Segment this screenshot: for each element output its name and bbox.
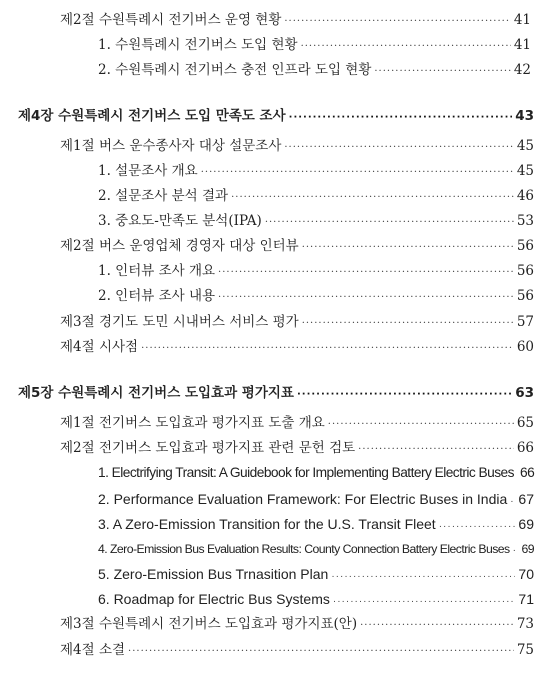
- toc-entry-title: 제5장 수원특례시 전기버스 도입효과 평가지표: [18, 385, 294, 401]
- toc-leader-dots: [439, 516, 516, 538]
- toc-entry-chapter[interactable]: [18, 105, 534, 127]
- toc-entry-title: 제4절 소결: [60, 642, 126, 658]
- toc-page-number: 43: [515, 108, 534, 124]
- toc-entry-section[interactable]: [60, 437, 534, 459]
- toc-entry-title: 1. 인터뷰 조사 개요: [98, 263, 216, 279]
- toc-page-number: 56: [516, 238, 534, 254]
- toc-leader-dots: [265, 212, 514, 234]
- toc-leader-dots: [360, 615, 514, 637]
- toc-page-number: 65: [516, 415, 534, 431]
- toc-entry-section[interactable]: [60, 9, 531, 31]
- toc-entry-title: 2. Performance Evaluation Framework: For Electric Buses in India: [98, 491, 508, 507]
- toc-leader-dots: [201, 162, 514, 184]
- toc-page-number: 46: [516, 188, 534, 204]
- toc-leader-dots: [284, 11, 510, 33]
- toc-entry-title: 2. 수원특례시 전기버스 충전 인프라 도입 현황: [98, 62, 372, 78]
- toc-entry-title: 1. 수원특례시 전기버스 도입 현황: [98, 37, 298, 53]
- toc-entry-section[interactable]: [60, 412, 534, 434]
- toc-entry-title: 5. Zero-Emission Bus Trnasition Plan: [98, 566, 329, 582]
- toc-entry-title: 2. 인터뷰 조사 내용: [98, 288, 216, 304]
- toc-entry-subsection[interactable]: [98, 462, 534, 484]
- toc-entry-section[interactable]: [60, 639, 534, 661]
- toc-leader-dots: [289, 107, 513, 129]
- toc-leader-dots: [328, 414, 514, 436]
- toc-leader-dots: [374, 61, 510, 83]
- toc-leader-dots: [358, 439, 514, 461]
- toc-entry-subsection[interactable]: [98, 34, 531, 56]
- toc-leader-dots: [302, 313, 514, 335]
- toc-entry-subsection[interactable]: [98, 160, 534, 182]
- toc-page-number: 73: [516, 616, 534, 632]
- toc-leader-dots: [218, 287, 514, 309]
- toc-leader-dots: [141, 338, 514, 360]
- toc-page-number: 45: [516, 163, 534, 179]
- toc-page-number: 41: [513, 37, 531, 53]
- toc-entry-title: 3. 중요도-만족도 분석(IPA): [98, 213, 262, 229]
- toc-entry-chapter[interactable]: [18, 382, 534, 404]
- toc-page-number: 69: [521, 542, 534, 556]
- toc-entry-title: 3. A Zero-Emission Transition for the U.S. Transit Fleet: [98, 516, 436, 532]
- toc-entry-section[interactable]: [60, 613, 534, 635]
- toc-page-number: 66: [516, 440, 534, 456]
- toc-entry-title: 2. 설문조사 분석 결과: [98, 188, 229, 204]
- toc-leader-dots: [333, 591, 516, 613]
- toc-entry-title: 제2절 수원특례시 전기버스 운영 현황: [60, 12, 282, 28]
- toc-entry-title: 1. 설문조사 개요: [98, 163, 198, 179]
- toc-entry-subsection[interactable]: [98, 285, 534, 307]
- toc-page-number: 57: [516, 314, 534, 330]
- toc-page-number: 75: [516, 642, 534, 658]
- toc-leader-dots: [297, 384, 512, 406]
- toc-page-number: 41: [513, 12, 531, 28]
- toc-entry-subsection[interactable]: [98, 588, 534, 610]
- toc-page-number: 71: [518, 591, 534, 607]
- toc-leader-dots: [513, 540, 519, 562]
- toc-entry-title: 제3절 수원특례시 전기버스 도입효과 평가지표(안): [60, 616, 358, 632]
- toc-entry-section[interactable]: [60, 135, 534, 157]
- toc-entry-subsection[interactable]: [98, 260, 534, 282]
- toc-entry-title: 제2절 버스 운영업체 경영자 대상 인터뷰: [60, 238, 299, 254]
- toc-leader-dots: [301, 36, 511, 58]
- toc-leader-dots: [510, 491, 515, 513]
- toc-leader-dots: [231, 187, 514, 209]
- toc-leader-dots: [128, 641, 514, 663]
- toc-entry-title: 제4장 수원특례시 전기버스 도입 만족도 조사: [18, 108, 286, 124]
- toc-leader-dots: [331, 566, 515, 588]
- toc-entry-title: 4. Zero-Emission Bus Evaluation Results: County Connection Battery Electric Buses: [98, 542, 510, 556]
- toc-page-number: 63: [515, 385, 534, 401]
- toc-entry-subsection[interactable]: [98, 563, 534, 585]
- toc-leader-dots: [302, 237, 514, 259]
- toc-leader-dots: [218, 262, 514, 284]
- toc-page-number: 42: [513, 62, 531, 78]
- toc-entry-subsection[interactable]: [98, 210, 534, 232]
- toc-entry-section[interactable]: [60, 311, 534, 333]
- toc-leader-dots: [284, 137, 513, 159]
- toc-page-number: 67: [518, 491, 534, 507]
- toc-entry-title: 제4절 시사점: [60, 339, 139, 355]
- toc-entry-section[interactable]: [60, 235, 534, 257]
- toc-entry-title: 제2절 전기버스 도입효과 평가지표 관련 문헌 검토: [60, 440, 356, 456]
- toc-entry-title: 1. Electrifying Transit: A Guidebook for Implementing Battery Electric Buses: [98, 465, 514, 480]
- toc-page-number: 66: [519, 465, 535, 480]
- toc-entry-subsection[interactable]: [98, 538, 534, 560]
- toc-entry-subsection[interactable]: [98, 488, 534, 510]
- toc-entry-subsection[interactable]: [98, 185, 534, 207]
- toc-page-number: 70: [518, 566, 534, 582]
- toc-page-number: 45: [516, 138, 534, 154]
- toc-entry-section[interactable]: [60, 336, 534, 358]
- toc-entry-title: 6. Roadmap for Electric Bus Systems: [98, 591, 330, 607]
- toc-page-number: 69: [518, 516, 534, 532]
- toc-entry-title: 제1절 버스 운수종사자 대상 설문조사: [60, 138, 282, 154]
- toc-entry-subsection[interactable]: [98, 59, 531, 81]
- toc-page-number: 53: [516, 213, 534, 229]
- toc-page-number: 60: [516, 339, 534, 355]
- toc-page-number: 56: [516, 263, 534, 279]
- toc-entry-title: 제1절 전기버스 도입효과 평가지표 도출 개요: [60, 415, 325, 431]
- toc-entry-subsection[interactable]: [98, 513, 534, 535]
- toc-page-number: 56: [516, 288, 534, 304]
- toc-entry-title: 제3절 경기도 도민 시내버스 서비스 평가: [60, 314, 299, 330]
